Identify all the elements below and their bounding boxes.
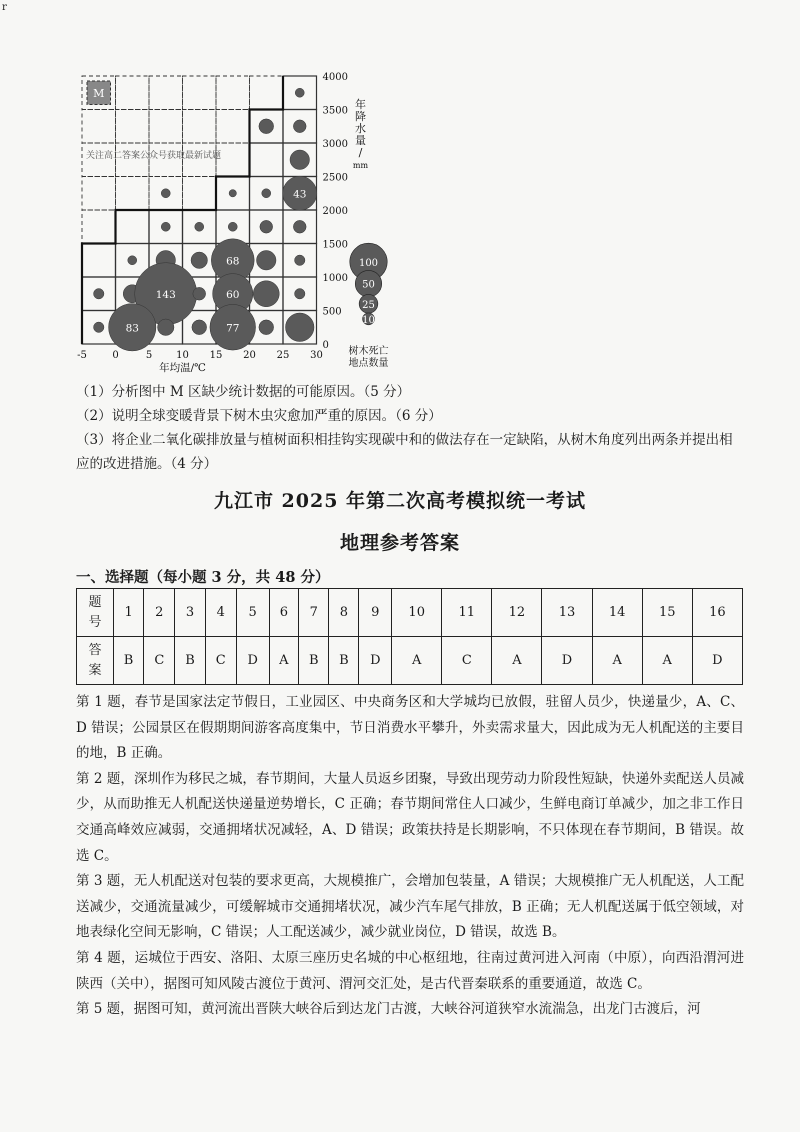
- grid-cell: [183, 76, 217, 110]
- y-axis-label-char: 量: [355, 134, 366, 147]
- bubble-value-label: 68: [226, 255, 240, 268]
- grid-cell: [216, 110, 250, 144]
- bubble-value-label: 60: [226, 288, 240, 301]
- answer-header-char-1: 答: [88, 642, 102, 658]
- answer-cell: A: [592, 637, 642, 685]
- y-tick-label: 1000: [322, 273, 348, 284]
- grid-cell: [82, 210, 116, 244]
- question-number-cell: 3: [175, 589, 205, 637]
- x-tick-label: 30: [310, 350, 323, 361]
- data-bubble: [262, 189, 271, 198]
- data-bubble: [293, 220, 306, 233]
- data-bubble: [295, 289, 305, 299]
- answer-cell: A: [642, 637, 692, 685]
- data-bubble: [161, 222, 170, 231]
- grid-cell: [216, 143, 250, 177]
- grid-cell: [116, 210, 150, 244]
- data-bubble: [94, 322, 104, 332]
- question-list: [76, 380, 746, 476]
- answer-header: [77, 637, 114, 685]
- exam-title: 九江市 2025 年第二次高考模拟统一考试: [213, 490, 587, 512]
- legend-value: 10: [362, 314, 375, 326]
- m-region-label: M: [93, 86, 105, 100]
- grid-cell: [250, 143, 284, 177]
- y-axis-label-char: 年: [355, 98, 366, 111]
- y-tick-label: 4000: [322, 72, 348, 83]
- question-number-cell: 15: [642, 589, 692, 637]
- data-bubble: [228, 222, 237, 231]
- answer-cell: B: [329, 637, 359, 685]
- answer-cell: D: [542, 637, 592, 685]
- y-axis-label-char: mm: [352, 161, 369, 170]
- answer-cell: C: [144, 637, 175, 685]
- bubble-value-label: 143: [155, 288, 176, 301]
- grid-cell: [149, 110, 183, 144]
- data-bubble: [193, 287, 206, 300]
- y-tick-label: 3500: [322, 105, 348, 117]
- data-bubble: [128, 256, 137, 265]
- answer-cell: B: [299, 637, 329, 685]
- question-number-cell: 7: [299, 589, 329, 637]
- answer-header-char-2: 案: [88, 662, 102, 678]
- grid-cell: [116, 177, 150, 211]
- legend-title-line-2: 地点数量: [348, 358, 389, 369]
- grid-cell: [149, 76, 183, 110]
- legend-value: 50: [362, 279, 375, 291]
- data-bubble: [161, 189, 170, 198]
- legend-value: 25: [362, 299, 375, 311]
- x-tick-label: 20: [243, 350, 256, 361]
- y-tick-label: 2500: [322, 172, 348, 184]
- data-bubble: [286, 313, 314, 341]
- data-bubble: [290, 150, 309, 169]
- question-number-cell: 5: [236, 589, 269, 637]
- bubble-value-label: 77: [226, 322, 240, 335]
- grid-cell: [250, 76, 284, 110]
- number-header-char-1: 题: [88, 594, 102, 610]
- grid-cell: [183, 177, 217, 211]
- y-tick-label: 2000: [322, 206, 348, 217]
- y-axis-label-char: 水: [355, 122, 366, 135]
- question-3: （3）将企业二氧化碳排放量与植树面积相挂钩实现碳中和的做法存在一定缺陷，从树木角度列出两条并提出相应的改进措施。（4 分）: [76, 432, 733, 472]
- x-tick-label: 10: [176, 350, 189, 361]
- number-header-char-2: 号: [88, 614, 102, 630]
- data-bubble: [158, 319, 174, 335]
- grid-cell: [216, 76, 250, 110]
- answer-cell: A: [269, 637, 299, 685]
- y-axis-label-char: 降: [355, 110, 366, 123]
- x-tick-label: 0: [112, 350, 119, 361]
- explanation-3: 第 3 题，无人机配送对包装的要求更高，大规模推广，会增加包装量，A 错误；大规模推广无人机配送，人工配送减少，交通流量减少，可缓解城市交通拥堵状况，减少汽车尾气排放，B 正确；无人机配送属于低空领域，对地表绿化空间无影响，C 错误；人工配送减少，减少就业岗位，D 错误，故选 B。: [76, 873, 744, 941]
- answer-cell: B: [175, 637, 205, 685]
- question-number-cell: 6: [269, 589, 299, 637]
- answer-table-number-row: [77, 589, 743, 637]
- question-number-cell: 11: [442, 589, 492, 637]
- explanations: [76, 690, 744, 1023]
- answer-cell: D: [359, 637, 392, 685]
- data-bubble: [191, 252, 207, 268]
- explanation-4: 第 4 题，运城位于西安、洛阳、太原三座历史名城的中心枢纽地，往南过黄河进入河南（中原），向西沿渭河进陕西（关中），据图可知风陵古渡位于黄河、渭河交汇处，是古代晋秦联系的重要通道，故选 C。: [76, 949, 744, 992]
- x-tick-label: 5: [145, 350, 153, 361]
- x-tick-label: -5: [77, 350, 87, 361]
- answer-cell: C: [442, 637, 492, 685]
- data-bubble: [295, 88, 304, 97]
- question-number-cell: 9: [359, 589, 392, 637]
- question-number-cell: 8: [329, 589, 359, 637]
- bubble-chart: [60, 64, 440, 374]
- x-tick-label: 15: [209, 350, 223, 361]
- data-bubble: [257, 251, 276, 270]
- y-tick-label: 3000: [322, 139, 348, 150]
- data-bubble: [253, 281, 279, 307]
- watermark-text: 关注高二答案公众号获取最新试题: [86, 151, 222, 162]
- number-header: [77, 589, 114, 637]
- answer-cell: D: [692, 637, 742, 685]
- x-axis-label: 年均温/℃: [159, 362, 206, 374]
- data-bubble: [293, 120, 306, 133]
- explanation-5: 第 5 题，据图可知，黄河流出晋陕大峡谷后到达龙门古渡，大峡谷河道狭窄水流湍急，出龙门古渡后，河: [76, 1001, 701, 1018]
- legend-value: 100: [358, 257, 379, 269]
- grid-cell: [116, 76, 150, 110]
- answer-cell: B: [114, 637, 144, 685]
- question-number-cell: 16: [692, 589, 742, 637]
- question-number-cell: 1: [114, 589, 144, 637]
- y-axis-label-char: /: [358, 146, 363, 159]
- question-number-cell: 2: [144, 589, 175, 637]
- grid-cell: [82, 110, 116, 144]
- grid-cell: [82, 177, 116, 211]
- y-tick-label: 0: [322, 340, 329, 351]
- question-1: （1）分析图中 M 区缺少统计数据的可能原因。（5 分）: [76, 384, 411, 400]
- explanation-2: 第 2 题，深圳作为移民之城，春节期间，大量人员返乡团聚，导致出现劳动力阶段性短缺，快递外卖配送人员减少，从而助推无人机配送快递量逆势增长，C 正确；春节期间常住人口减少，生鲜电商订单减少，加之非工作日交通高峰效应减弱，交通拥堵状况减轻，A、D 错误；政策扶持是长期影响，不只体现在春节期间，B 错误。故选 C。: [76, 770, 744, 864]
- answer-cell: C: [205, 637, 236, 685]
- answer-table-answer-row: [77, 637, 743, 685]
- grid-cell: [116, 110, 150, 144]
- answer-cell: D: [236, 637, 269, 685]
- grid-cell: [82, 244, 116, 278]
- data-bubble: [192, 320, 207, 335]
- data-bubble: [259, 119, 274, 134]
- answer-cell: A: [492, 637, 542, 685]
- x-tick-label: 25: [276, 350, 290, 361]
- question-number-cell: 10: [392, 589, 442, 637]
- bubble-value-label: 83: [125, 322, 139, 335]
- data-bubble: [260, 220, 273, 233]
- data-bubble: [259, 320, 274, 335]
- grid-cell: [183, 110, 217, 144]
- legend-title-line-1: 树木死亡: [348, 346, 389, 357]
- answer-cell: A: [392, 637, 442, 685]
- section-title: 一、选择题（每小题 3 分，共 48 分）: [76, 569, 330, 586]
- y-tick-label: 1500: [322, 239, 348, 251]
- question-number-cell: 4: [205, 589, 236, 637]
- y-tick-label: 500: [322, 306, 342, 318]
- bubble-value-label: 43: [293, 188, 307, 201]
- question-number-cell: 12: [492, 589, 542, 637]
- question-number-cell: 14: [592, 589, 642, 637]
- corner-mark: r: [2, 2, 7, 13]
- question-number-cell: 13: [542, 589, 592, 637]
- question-2: （2）说明全球变暖背景下树木虫灾愈加严重的原因。（6 分）: [76, 408, 442, 424]
- data-bubble: [295, 255, 305, 265]
- data-bubble: [94, 289, 104, 299]
- data-bubble: [195, 222, 204, 231]
- answer-title: 地理参考答案: [339, 532, 460, 554]
- answer-table: [76, 588, 743, 685]
- bubble-chart-svg: [60, 64, 440, 374]
- explanation-1: 第 1 题，春节是国家法定节假日，工业园区、中央商务区和大学城均已放假，驻留人员少，快递量少，A、C、D 错误；公园景区在假期期间游客高度集中，节日消费水平攀升，外卖需求量大，因此成为无人机配送的主要目的地，B 正确。: [76, 694, 744, 762]
- data-bubble: [229, 190, 236, 197]
